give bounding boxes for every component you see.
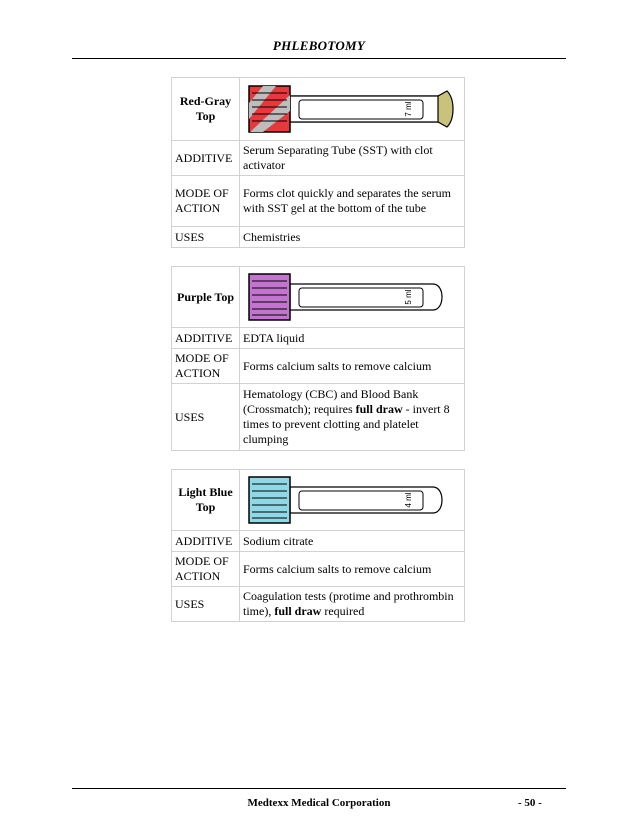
uses-emphasis: full draw xyxy=(355,402,403,416)
header-rule xyxy=(72,58,566,59)
mode-label: MODE OF ACTION xyxy=(172,176,239,226)
mode-value: Forms calcium salts to remove calcium xyxy=(240,552,464,586)
volume-label: 7 ml xyxy=(404,101,413,117)
mode-label: MODE OF ACTION xyxy=(172,552,239,586)
light-blue-tube-icon xyxy=(243,473,458,527)
tube-title: Red-Gray Top xyxy=(172,78,239,140)
uses-text: Hematology (CBC) and Blood Bank (Crossmatch); requires xyxy=(243,387,419,416)
uses-label: USES xyxy=(172,384,239,450)
footer-company: Medtexx Medical Corporation xyxy=(247,797,391,809)
page-header-title: PHLEBOTOMY xyxy=(272,38,366,53)
uses-text-end: - invert 8 times to prevent clotting and platelet clumping xyxy=(243,402,450,446)
uses-value: Chemistries xyxy=(240,227,464,247)
mode-value: Forms clot quickly and separates the serum with SST gel at the bottom of the tube xyxy=(240,176,464,226)
footer-rule xyxy=(72,788,566,789)
additive-value: EDTA liquid xyxy=(240,328,464,348)
additive-label: ADDITIVE xyxy=(172,531,239,551)
additive-value: Sodium citrate xyxy=(240,531,464,551)
volume-label: 5 ml xyxy=(404,289,413,305)
red-gray-tube-icon xyxy=(243,81,458,137)
additive-label: ADDITIVE xyxy=(172,141,239,175)
uses-label: USES xyxy=(172,587,239,621)
purple-top-table xyxy=(171,266,465,451)
uses-text: Coagulation tests (protime and prothrombin time), xyxy=(243,589,454,618)
tube-image-cell xyxy=(240,470,464,530)
tube-title: Light Blue Top xyxy=(172,470,239,530)
uses-value xyxy=(240,587,464,621)
uses-label: USES xyxy=(172,227,239,247)
tube-image-cell xyxy=(240,78,464,140)
tube-image-cell xyxy=(240,267,464,327)
uses-emphasis: full draw xyxy=(274,604,322,618)
light-blue-top-table xyxy=(171,469,465,622)
page-number: - 50 - xyxy=(518,797,542,809)
uses-text-end: required xyxy=(321,604,365,618)
additive-label: ADDITIVE xyxy=(172,328,239,348)
mode-label: MODE OF ACTION xyxy=(172,349,239,383)
volume-label: 4 ml xyxy=(404,492,413,508)
mode-value: Forms calcium salts to remove calcium xyxy=(240,349,464,383)
additive-value: Serum Separating Tube (SST) with clot activator xyxy=(240,141,464,175)
red-gray-top-table xyxy=(171,77,465,248)
tube-title: Purple Top xyxy=(172,267,239,327)
uses-value xyxy=(240,384,464,450)
purple-tube-icon xyxy=(243,270,458,324)
